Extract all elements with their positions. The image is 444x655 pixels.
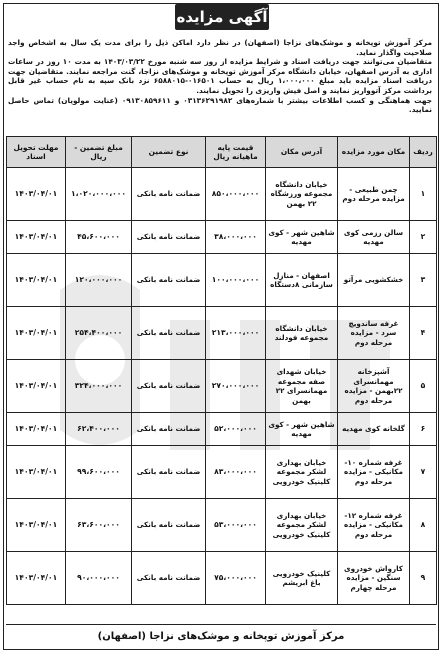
intro-paragraph: جهت هماهنگی و کسب اطلاعات بیشتر با شماره‌های ۰۳۱۳۶۲۹۱۹۸۲ و ۰۹۱۳۰۸۵۹۶۱۱ (عنایت مولویان) تماس حاصل نمایید. [8,95,432,115]
cell-guarantee-type: ضمانت نامه بانکی [132,413,206,446]
cell-place: سالن رزمی کوی مهدیه [338,221,410,254]
cell-address: خیابان شهدای صفه مجموعه مهمانسرای ۲۲ بهمن [266,360,338,413]
cell-index: ۶ [410,413,437,446]
cell-guarantee-amount: ۹۰،۰۰۰،۰۰۰ [66,552,132,605]
cell-address: شاهین شهر - کوی مهدیه [266,413,338,446]
footer-organization: مرکز آموزش توپخانه و موشک‌های نزاجا (اصفهان) [6,624,436,649]
col-header-guarantee-type: نوع تضمین [132,137,206,168]
intro-paragraph: متقاضیان می‌توانند جهت دریافت اسناد و شرایط مزایده از روز سه شنبه مورخ ۱۴۰۳/۰۳/۲۲ به مدت ۱۰ روز در ساعات اداری به آدرس اصفهان، خیابان دانشگاه مرکز آموزش توپخانه و موشک‌های نزاجا، گنت مراجعه نمایند. متقاضیان جهت دریافت اسناد مزایده باید مبلغ ۱،۰۰۰،۰۰۰ ریال به حساب ۰۱۶۵۰۱-۶۵۸۸۰۱۵ نزد بانک سپه به نام حساب غیر قابل برداشت مرکز آتوواریز نمایند و اصل فیش واریزی را تحویل نمایند. [8,57,433,95]
cell-price: ۱۰۰،۰۰۰،۰۰۰ [206,254,266,307]
cell-index: ۹ [410,552,437,605]
cell-guarantee-type: ضمانت نامه بانکی [132,446,206,499]
cell-price: ۵۳،۰۰۰،۰۰۰ [206,499,266,552]
cell-guarantee-amount: ۶۳،۶۰۰،۰۰۰ [66,499,132,552]
cell-guarantee-type: ضمانت نامه بانکی [132,307,206,360]
cell-price: ۲۱۳،۰۰۰،۰۰۰ [206,307,266,360]
cell-guarantee-amount: ۳۲۴،۰۰۰،۰۰۰ [66,360,132,413]
cell-price: ۷۵،۰۰۰،۰۰۰ [206,552,266,605]
table-header-row [7,137,437,168]
cell-index: ۲ [410,221,437,254]
table-row [7,552,437,605]
cell-price: ۸۳،۰۰۰،۰۰۰ [206,446,266,499]
table-row [7,360,437,413]
cell-guarantee-type: ضمانت نامه بانکی [132,168,206,221]
cell-address: خیابان دانشگاه مجموعه فودلند [266,307,338,360]
cell-guarantee-type: ضمانت نامه بانکی [132,221,206,254]
cell-guarantee-type: ضمانت نامه بانکی [132,360,206,413]
cell-place: گلخانه کوی مهدیه [338,413,410,446]
cell-address: خیابان دانشگاه مجموعه ورزشگاه ۲۲ بهمن [266,168,338,221]
cell-guarantee-amount: ۱،۰۲۰،۰۰۰،۰۰۰ [66,168,132,221]
col-header-guarantee-amount: مبلغ تضمین - ریال [66,137,132,168]
cell-address: کلینیک خودرویی باغ ابریشم [266,552,338,605]
cell-deadline: ۱۴۰۳/۰۴/۰۱ [7,221,66,254]
cell-deadline: ۱۴۰۳/۰۴/۰۱ [7,360,66,413]
cell-place: غرفه ساندویچ سرد - مزایده مرحله دوم [338,307,410,360]
intro-paragraph: مرکز آموزش توپخانه و موشک‌های نزاجا (اصفهان) در نظر دارد اماکن ذیل را برای مدت یک سال به اشخاص واجد صلاحیت واگذار نماید. [8,38,432,57]
auction-table [6,136,437,605]
cell-deadline: ۱۴۰۳/۰۴/۰۱ [7,446,66,499]
cell-place: آشپزخانه مهمانسرای ۲۲بهمن - مزایده مرحله دوم [338,360,410,413]
cell-place: خشکشویی مرآتو [338,254,410,307]
cell-guarantee-amount: ۶۲،۴۰۰،۰۰۰ [66,413,132,446]
cell-deadline: ۱۴۰۳/۰۴/۰۱ [7,552,66,605]
cell-index: ۴ [410,307,437,360]
cell-price: ۸۵۰،۰۰۰،۰۰۰ [206,168,266,221]
cell-place: غرفه شماره ۱۰-مکانیکی - مزایده مرحله دوم [338,446,410,499]
cell-address: خیابان بهداری لشکر مجموعه کلینیک خودرویی [266,499,338,552]
cell-guarantee-type: ضمانت نامه بانکی [132,552,206,605]
table-row [7,221,437,254]
cell-guarantee-type: ضمانت نامه بانکی [132,254,206,307]
col-header-price: قیمت پایه ماهیانه ریال [206,137,266,168]
cell-place: چمن طبیعی - مزایده مرحله دوم [338,168,410,221]
col-header-place: مکان مورد مزایده [338,137,410,168]
cell-place: کارواش خودروی سنگین - مزایده مرحله چهارم [338,552,410,605]
table-row [7,499,437,552]
cell-index: ۵ [410,360,437,413]
cell-address: شاهین شهر - کوی مهدیه [266,221,338,254]
cell-deadline: ۱۴۰۳/۰۴/۰۱ [7,413,66,446]
intro-text [8,38,432,115]
col-header-address: آدرس مکان [266,137,338,168]
cell-deadline: ۱۴۰۳/۰۴/۰۱ [7,168,66,221]
col-header-index: ردیف [410,137,437,168]
cell-address: اصفهان - منازل سازمانی ۸دستگاه [266,254,338,307]
cell-deadline: ۱۴۰۳/۰۴/۰۱ [7,307,66,360]
cell-index: ۷ [410,446,437,499]
cell-guarantee-amount: ۹۹،۶۰۰،۰۰۰ [66,446,132,499]
cell-address: خیابان بهداری لشکر مجموعه کلینیک خودرویی [266,446,338,499]
cell-index: ۱ [410,168,437,221]
cell-price: ۵۲،۰۰۰،۰۰۰ [206,413,266,446]
col-header-deadline: مهلت تحویل اسناد [7,137,66,168]
cell-place: غرفه شماره ۱۲-مکانیکی - مزایده مرحله دوم [338,499,410,552]
cell-guarantee-type: ضمانت نامه بانکی [132,499,206,552]
page-title: آگهی مزایده [175,4,269,30]
cell-deadline: ۱۴۰۳/۰۴/۰۱ [7,499,66,552]
cell-guarantee-amount: ۲۵۴،۴۰۰،۰۰۰ [66,307,132,360]
table-row [7,307,437,360]
cell-deadline: ۱۴۰۳/۰۴/۰۱ [7,254,66,307]
cell-price: ۲۷۰،۰۰۰،۰۰۰ [206,360,266,413]
cell-guarantee-amount: ۴۵،۶۰۰،۰۰۰ [66,221,132,254]
cell-index: ۳ [410,254,437,307]
table-row [7,413,437,446]
cell-price: ۳۸،۰۰۰،۰۰۰ [206,221,266,254]
cell-index: ۸ [410,499,437,552]
table-row [7,168,437,221]
cell-guarantee-amount: ۱۲۰،۰۰۰،۰۰۰ [66,254,132,307]
table-row [7,254,437,307]
table-row [7,446,437,499]
